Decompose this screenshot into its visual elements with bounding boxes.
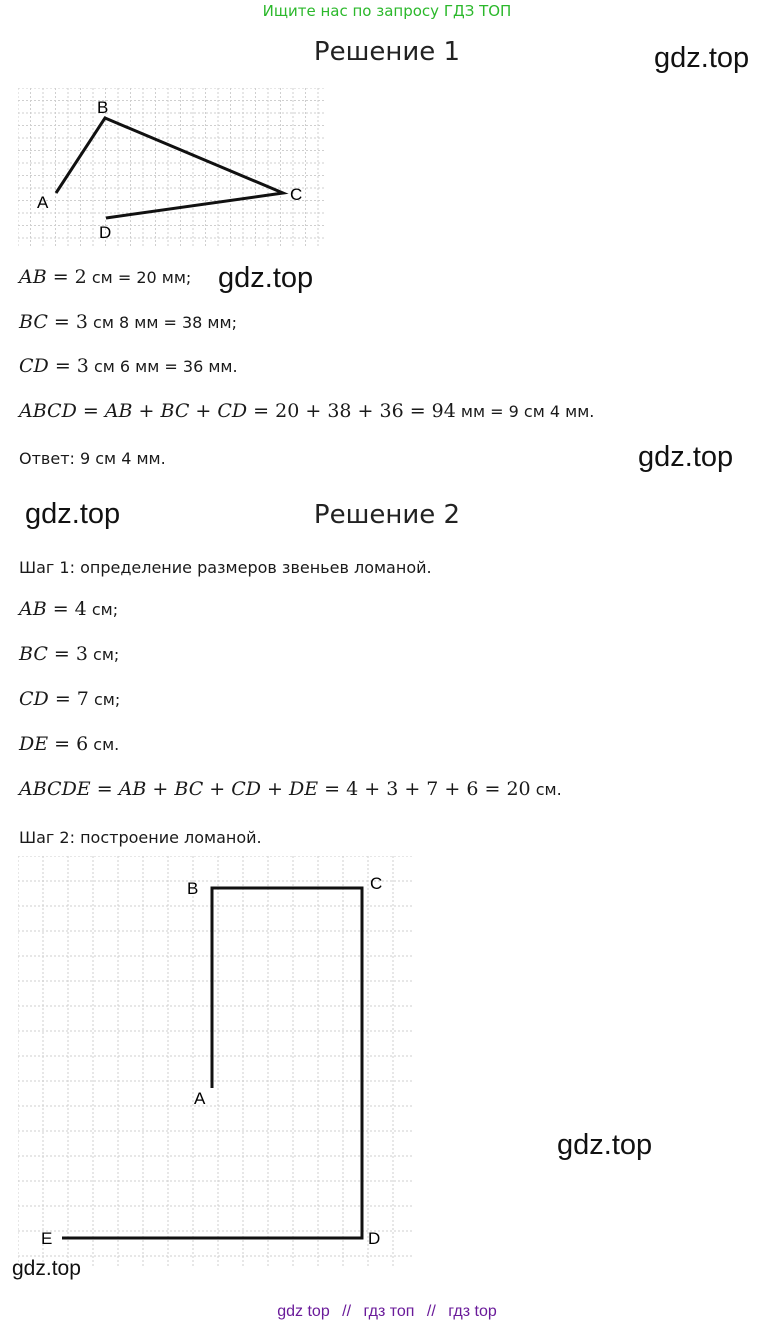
footer-links bbox=[0, 1303, 774, 1321]
search-banner: Ищите нас по запросу ГДЗ ТОП bbox=[262, 2, 512, 20]
watermark: gdz.top bbox=[25, 498, 121, 530]
footer-link-2[interactable]: гдз топ bbox=[363, 1303, 415, 1320]
equation-ab-2: AB = 4 см; bbox=[19, 598, 119, 620]
footer-link-1[interactable]: gdz top bbox=[277, 1303, 330, 1320]
watermark: gdz.top bbox=[557, 1129, 653, 1161]
point-b-label: B bbox=[187, 879, 199, 898]
point-d-label: D bbox=[99, 223, 112, 242]
point-d-label: D bbox=[368, 1229, 381, 1248]
equation-cd-2: CD = 7 см; bbox=[19, 688, 121, 710]
point-a-label: A bbox=[37, 193, 49, 212]
watermark: gdz.top bbox=[638, 441, 734, 473]
step-2: Шаг 2: построение ломаной. bbox=[19, 828, 262, 847]
equation-total-2: ABCDE = AB + BC + CD + DE = 4 + 3 + 7 + 6 = 20 см. bbox=[19, 778, 562, 800]
solution-1-title: Решение 1 bbox=[313, 37, 461, 67]
point-e-label: E bbox=[41, 1229, 53, 1248]
step-1: Шаг 1: определение размеров звеньев ломаной. bbox=[19, 558, 432, 577]
footer-separator: // bbox=[426, 1303, 436, 1320]
footer-separator: // bbox=[342, 1303, 352, 1320]
point-b-label: B bbox=[97, 98, 109, 117]
equation-cd-1: CD = 3 см 6 мм = 36 мм. bbox=[19, 355, 238, 377]
polyline-abcde bbox=[62, 888, 362, 1238]
footer-link-3[interactable]: гдз top bbox=[448, 1303, 497, 1320]
equation-de-2: DE = 6 см. bbox=[19, 733, 120, 755]
watermark: gdz.top bbox=[654, 42, 750, 74]
point-c-label: C bbox=[290, 185, 303, 204]
solution-1-drawing bbox=[18, 88, 328, 248]
watermark: gdz.top bbox=[218, 262, 314, 294]
solution-2-drawing bbox=[18, 856, 418, 1268]
polyline-abcd bbox=[56, 118, 283, 218]
answer-1: Ответ: 9 см 4 мм. bbox=[19, 449, 166, 468]
point-a-label: A bbox=[194, 1089, 206, 1108]
solution-2-title: Решение 2 bbox=[313, 500, 461, 530]
equation-ab-1: AB = 2 см = 20 мм; bbox=[19, 266, 192, 288]
watermark: gdz.top bbox=[12, 1257, 81, 1280]
equation-bc-2: BC = 3 см; bbox=[19, 643, 120, 665]
point-c-label: C bbox=[370, 874, 383, 893]
equation-bc-1: BC = 3 см 8 мм = 38 мм; bbox=[19, 311, 237, 333]
equation-total-1: ABCD = AB + BC + CD = 20 + 38 + 36 = 94 мм = 9 см 4 мм. bbox=[19, 400, 595, 422]
